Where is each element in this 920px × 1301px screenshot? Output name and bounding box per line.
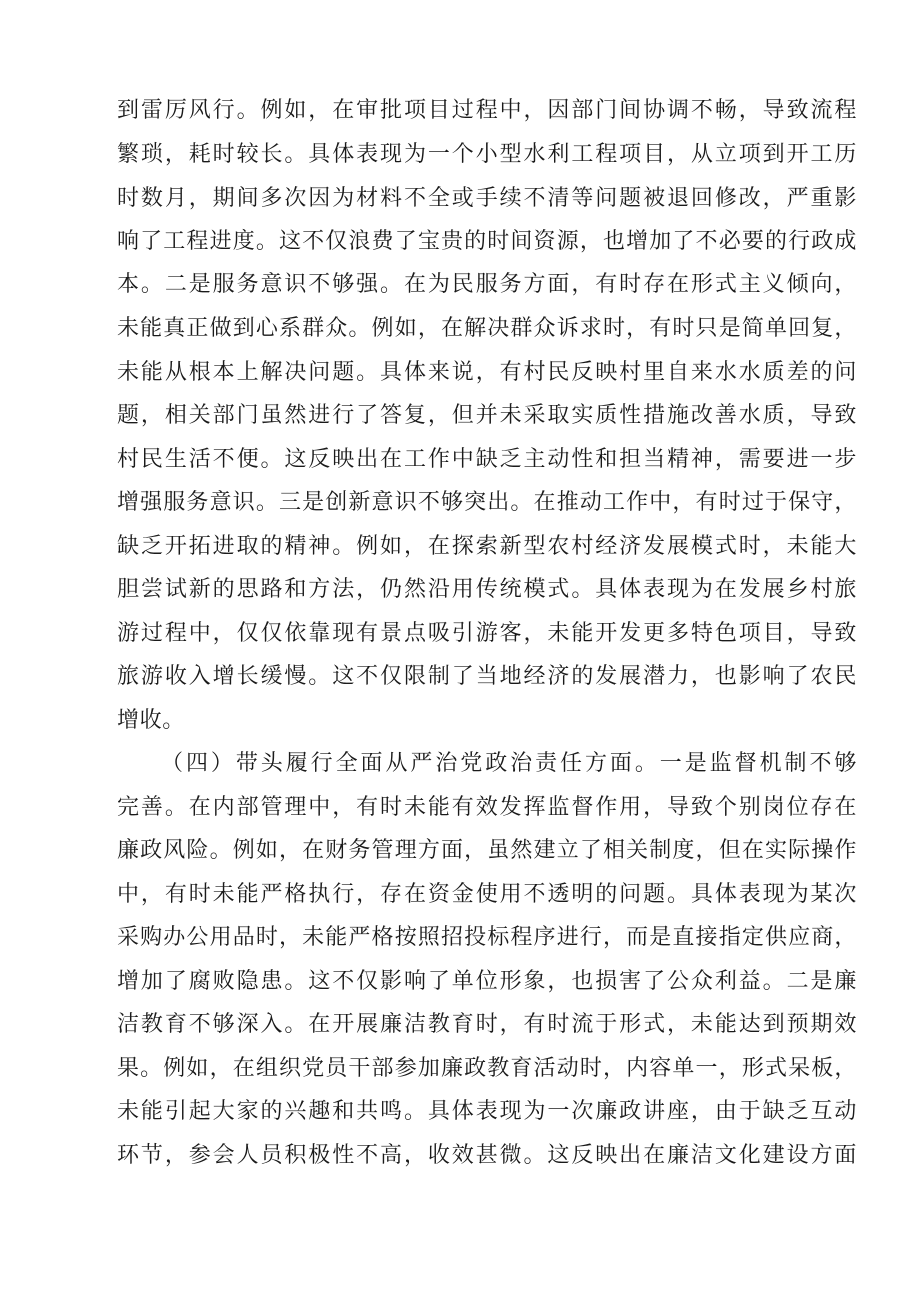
text-line: 游过程中，仅仅依靠现有景点吸引游客，未能开发更多特色项目，导致 (117, 621, 857, 646)
text-line: 缺乏开拓进取的精神。例如，在探索新型农村经济发展模式时，未能大 (117, 534, 857, 559)
text-line: 增加了腐败隐患。这不仅影响了单位形象，也损害了公众利益。二是廉 (117, 969, 857, 994)
text-line: 未能从根本上解决问题。具体来说，有村民反映村里自来水水质差的问 (117, 360, 857, 385)
text-line: 响了工程进度。这不仅浪费了宝贵的时间资源，也增加了不必要的行政成 (117, 229, 857, 254)
text-line: 完善。在内部管理中，有时未能有效发挥监督作用，导致个别岗位存在 (117, 795, 857, 820)
section-heading-line: （四）带头履行全面从严治党政治责任方面。一是监督机制不够 (161, 751, 857, 776)
text-line: 未能引起大家的兴趣和共鸣。具体表现为一次廉政讲座，由于缺乏互动 (117, 1099, 857, 1124)
text-line: 果。例如，在组织党员干部参加廉政教育活动时，内容单一，形式呆板， (117, 1056, 857, 1081)
text-line: 繁琐，耗时较长。具体表现为一个小型水利工程项目，从立项到开工历 (117, 142, 857, 167)
text-line: 廉政风险。例如，在财务管理方面，虽然建立了相关制度，但在实际操作 (117, 838, 857, 863)
text-line: 到雷厉风行。例如，在审批项目过程中，因部门间协调不畅，导致流程 (117, 98, 857, 123)
text-line: 题，相关部门虽然进行了答复，但并未采取实质性措施改善水质，导致 (117, 403, 857, 428)
text-line: 未能真正做到心系群众。例如，在解决群众诉求时，有时只是简单回复， (117, 316, 857, 341)
text-line: 旅游收入增长缓慢。这不仅限制了当地经济的发展潜力，也影响了农民 (117, 664, 857, 689)
text-line: 洁教育不够深入。在开展廉洁教育时，有时流于形式，未能达到预期效 (117, 1012, 857, 1037)
text-line: 胆尝试新的思路和方法，仍然沿用传统模式。具体表现为在发展乡村旅 (117, 577, 857, 602)
text-line: 时数月，期间多次因为材料不全或手续不清等问题被退回修改，严重影 (117, 186, 857, 211)
text-line: 环节，参会人员积极性不高，收效甚微。这反映出在廉洁文化建设方面 (117, 1143, 857, 1168)
text-line: 本。二是服务意识不够强。在为民服务方面，有时存在形式主义倾向， (117, 272, 857, 297)
text-line: 采购办公用品时，未能严格按照招投标程序进行，而是直接指定供应商， (117, 925, 857, 950)
paragraph-end-line: 增收。 (117, 708, 185, 733)
text-line: 增强服务意识。三是创新意识不够突出。在推动工作中，有时过于保守， (117, 490, 857, 515)
text-line: 村民生活不便。这反映出在工作中缺乏主动性和担当精神，需要进一步 (117, 447, 857, 472)
text-line: 中，有时未能严格执行，存在资金使用不透明的问题。具体表现为某次 (117, 882, 857, 907)
